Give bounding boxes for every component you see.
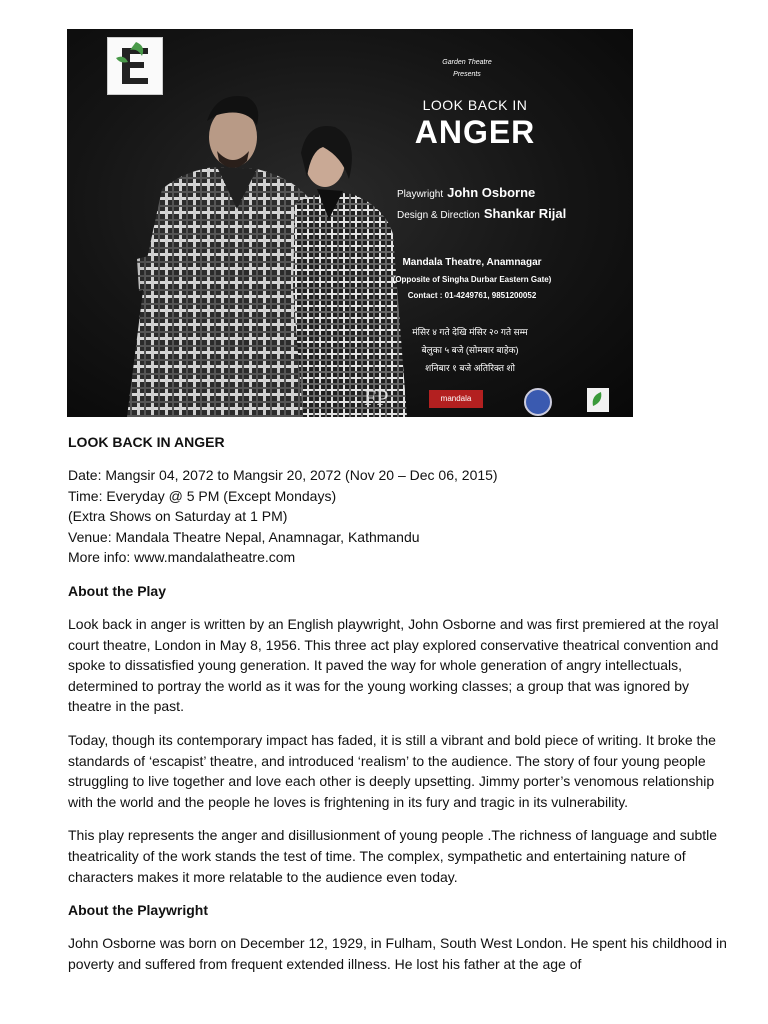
info-venue: Venue: Mandala Theatre Nepal, Anamnagar, Kathmandu xyxy=(68,528,420,545)
about-play-paragraph-3: This play represents the anger and disillusionment of young people .The richness of language and subtle theatricality of the work stands the test of time. The complex, sympathetic and entertaining nature of characters makes it more relatable to the audience even today. xyxy=(68,827,718,885)
about-play-paragraph-1: Look back in anger is written by an English playwright, John Osborne and was first premiered at the royal court theatre, London in May 8, 1956. This three act play explored conservative theatrical convention and spoke to dissatisfied young generation. It paved the way for whole generation of angry intellectuals, determined to portray the world as it was for the young working classes; a group that was ignored by theatre in the past. xyxy=(68,615,719,715)
info-date: Date: Mangsir 04, 2072 to Mangsir 20, 2072 (Nov 20 – Dec 06, 2015) xyxy=(68,467,498,483)
about-playwright-paragraph: John Osborne was born on December 12, 1929, in Fulham, South West London. He spent his childhood in poverty and suffered from frequent extended illness. He lost his father at the age of xyxy=(68,935,727,972)
nepali-time-line: बेलुका ५ बजे (सोमबार बाहेक) xyxy=(421,345,519,355)
garden-theatre-logo xyxy=(107,37,163,95)
info-time: Time: Everyday @ 5 PM (Except Mondays) xyxy=(68,487,337,504)
info-more: More info: www.mandalatheatre.com xyxy=(68,549,296,566)
poster-title: ANGER xyxy=(414,114,536,150)
about-playwright-heading: About the Playwright xyxy=(68,902,208,919)
poster-venue-sub: (Opposite of Singha Durbar Eastern Gate) xyxy=(392,275,552,284)
emblem-logo xyxy=(524,388,552,416)
play-poster xyxy=(67,29,633,417)
credit-playwright: Playwright John Osborne xyxy=(397,185,536,200)
document-title: LOOK BACK IN ANGER xyxy=(68,434,225,450)
presenter-text: Garden Theatre Presents xyxy=(442,59,492,78)
fp-logo: FP xyxy=(364,385,389,410)
document-body xyxy=(68,432,728,974)
sponsor-leaf-logo xyxy=(587,388,609,412)
nepali-date-line: मंसिर ४ गते देखि मंसिर २० गते सम्म xyxy=(412,327,528,337)
credit-director: Design & Direction Shankar Rijal xyxy=(397,206,567,221)
poster-subtitle: LOOK BACK IN xyxy=(422,97,528,113)
about-play-heading: About the Play xyxy=(68,582,167,599)
poster-venue: Mandala Theatre, Anamnagar xyxy=(402,257,542,268)
nepali-extra-show-line: शनिबार १ बजे अतिरिक्त शो xyxy=(425,363,515,373)
mandala-logo: mandala xyxy=(429,390,483,408)
about-play-paragraph-2: Today, though its contemporary impact has faded, it is still a vibrant and bold piece of writing. It broke the standards of ‘escapist’ theatre, and introduced ‘realism’ to the audience. The story of four young people struggling to live together and love each other is deeply upsetting. Jimmy porter’s venomous relationship with the world and the people he loves is frightening in its fury and tragic in its vulnerability. xyxy=(68,731,716,810)
info-extra-shows: (Extra Shows on Saturday at 1 PM) xyxy=(68,508,288,525)
poster-contact: Contact : 01-4249761, 9851200052 xyxy=(407,291,537,300)
